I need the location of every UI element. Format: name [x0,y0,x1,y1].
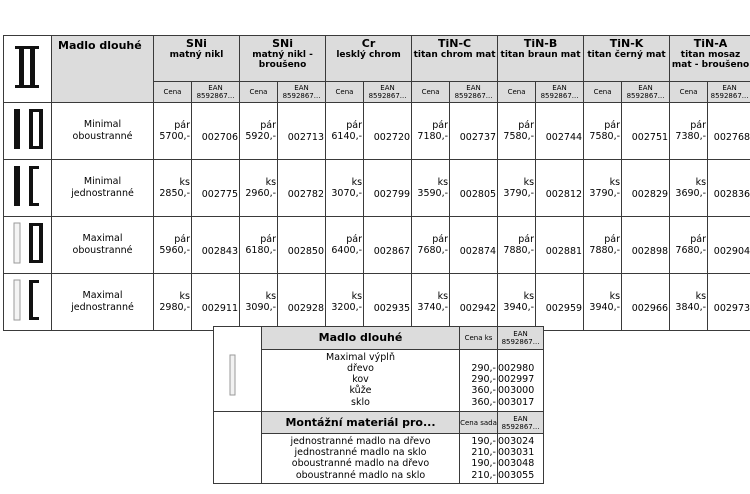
list-item: kůže [349,385,372,397]
ean-cell: 002904 [708,217,750,274]
accessories-table [213,326,544,484]
price-cell: pár 6140,- [326,103,364,160]
price-cell: pár 5920,- [240,103,278,160]
price-cell: pár 6400,- [326,217,364,274]
ean-cell: 002782 [278,160,326,217]
ean-cell: 002874 [450,217,498,274]
price-cell: pár 5700,- [154,103,192,160]
ean-cell: 002973 [708,274,750,331]
ean-cell: 002751 [622,103,670,160]
row-label: Minimal jednostranné [52,160,154,217]
ean-cell: 002911 [192,274,240,331]
ean-col-header: EAN 8592867... [278,81,326,102]
price-cell: pár 7880,- [498,217,536,274]
price-cell: ks 3840,- [670,274,708,331]
ean-col-header: EAN 8592867... [622,81,670,102]
ean-cell: 002805 [450,160,498,217]
table-row [4,103,750,160]
ean-cell: 002799 [364,160,412,217]
ean-cell: 002720 [364,103,412,160]
list-item: jednostranné madlo na sklo [294,447,427,459]
mount-items [262,434,460,484]
ean-cell: 002843 [192,217,240,274]
price-col-header: Cena [670,81,708,102]
price-cell: ks 3790,- [584,160,622,217]
list-item: dřevo [346,363,374,374]
ean-cell: 002942 [450,274,498,331]
price-cell: ks 2960,- [240,160,278,217]
price-cell: pár 7880,- [584,217,622,274]
price-cell: ks 3590,- [412,160,450,217]
ean-cell: 002935 [364,274,412,331]
mount-title: Montážní materiál pro... [262,412,460,434]
list-item: kov [352,374,369,386]
price-cell: ks 3740,- [412,274,450,331]
mount-eans: 003024 003031 003048 003055 [498,434,544,484]
table-row [4,217,750,274]
fill-items [262,349,460,411]
row-label: Maximal oboustranné [52,217,154,274]
ean-cell: 002898 [622,217,670,274]
maximal-double-handle-icon [4,217,52,274]
list-item: sklo [351,396,370,408]
ean-cell: 002850 [278,217,326,274]
mount-icon-cell [214,412,262,484]
price-cell: ks 3690,- [670,160,708,217]
finish-header-tin-k: TiN-K titan černý mat [584,36,670,82]
ean-col-header: EAN 8592867... [708,81,750,102]
price-cell: pár 7680,- [670,217,708,274]
price-cell: pár 7580,- [584,103,622,160]
ean-cell: 002829 [622,160,670,217]
price-cell: pár 7680,- [412,217,450,274]
price-cell: ks 3090,- [240,274,278,331]
list-item: oboustranné madlo na sklo [295,469,426,481]
fill-eans: 002980 002997 003000 003017 [498,349,544,411]
price-cell: pár 7180,- [412,103,450,160]
finish-header-tin-c: TiN-C titan chrom mat [412,36,498,82]
ean-col-header: EAN 8592867... [536,81,584,102]
price-cell: ks 2850,- [154,160,192,217]
price-cell: pár 7380,- [670,103,708,160]
ean-cell: 002959 [536,274,584,331]
price-cell: pár 5960,- [154,217,192,274]
ean-cell: 002966 [622,274,670,331]
finish-header-cr: Cr lesklý chrom [326,36,412,82]
price-col-header: Cena [584,81,622,102]
price-cell: pár 6180,- [240,217,278,274]
row-label: Maximal jednostranné [52,274,154,331]
price-cell: ks 2980,- [154,274,192,331]
maximal-single-handle-icon [4,274,52,331]
list-item: jednostranné madlo na dřevo [290,436,431,447]
fill-price-header: Cena ks [460,327,498,350]
ean-col-header: EAN 8592867... [364,81,412,102]
ean-cell: 002881 [536,217,584,274]
handle-price-table [3,35,750,331]
ean-cell: 002737 [450,103,498,160]
fill-ean-header: EAN 8592867... [498,327,544,350]
price-col-header: Cena [240,81,278,102]
ean-cell: 002812 [536,160,584,217]
mount-price-header: Cena sada [460,412,498,434]
fill-title: Madlo dlouhé [262,327,460,350]
fill-heading: Maximal výplň [326,351,395,363]
header-handle-icon [4,36,52,103]
ean-col-header: EAN 8592867... [450,81,498,102]
fill-icon-cell [214,327,262,412]
ean-cell: 002768 [708,103,750,160]
table-row [4,274,750,331]
ean-cell: 002928 [278,274,326,331]
finish-header-tin-b: TiN-B titan braun mat [498,36,584,82]
ean-cell: 002713 [278,103,326,160]
row-label: Minimal oboustranné [52,103,154,160]
table-row [4,160,750,217]
ean-cell: 002706 [192,103,240,160]
fill-prices: 290,- 290,- 360,- 360,- [460,349,498,411]
price-col-header: Cena [154,81,192,102]
minimal-single-handle-icon [4,160,52,217]
price-col-header: Cena [326,81,364,102]
mount-prices: 190,- 210,- 190,- 210,- [460,434,498,484]
price-col-header: Cena [412,81,450,102]
price-cell: ks 3790,- [498,160,536,217]
price-col-header: Cena [498,81,536,102]
list-item: oboustranné madlo na dřevo [291,458,430,470]
ean-cell: 002744 [536,103,584,160]
finish-header-tin-a: TiN-A titan mosaz mat - broušeno [670,36,750,82]
price-cell: ks 3940,- [584,274,622,331]
main-title: Madlo dlouhé [52,36,154,103]
price-cell: ks 3200,- [326,274,364,331]
ean-col-header: EAN 8592867... [192,81,240,102]
price-cell: ks 3070,- [326,160,364,217]
price-cell: ks 3940,- [498,274,536,331]
ean-cell: 002836 [708,160,750,217]
price-cell: pár 7580,- [498,103,536,160]
finish-header-sni-brushed: SNi matný nikl - broušeno [240,36,326,82]
minimal-double-handle-icon [4,103,52,160]
mount-ean-header: EAN 8592867... [498,412,544,434]
finish-header-sni: SNi matný nikl [154,36,240,82]
ean-cell: 002775 [192,160,240,217]
ean-cell: 002867 [364,217,412,274]
